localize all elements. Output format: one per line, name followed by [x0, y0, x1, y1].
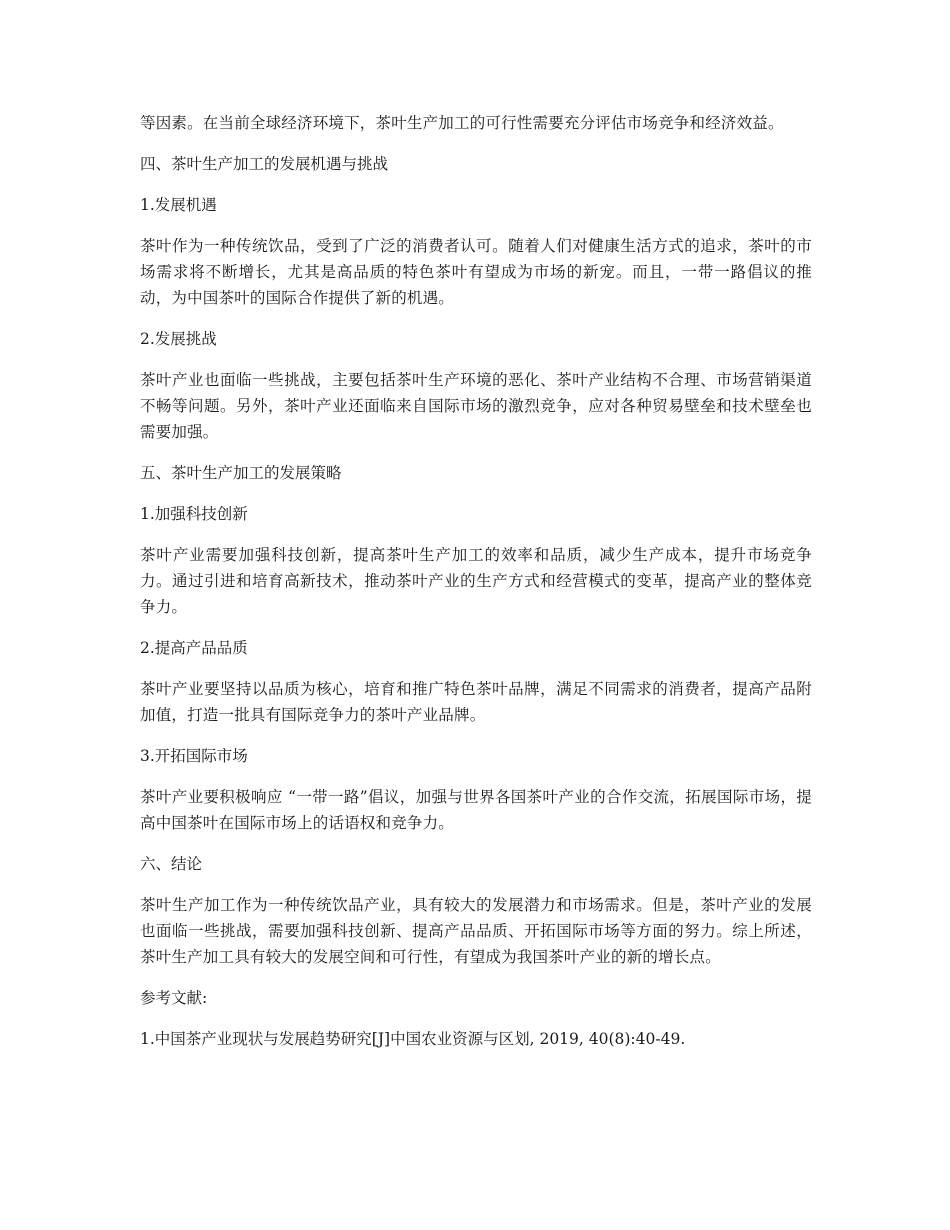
- reference-item: 1.中国茶产业现状与发展趋势研究[J]中国农业资源与区划, 2019, 40(8):40-49.: [140, 1030, 686, 1048]
- paragraph-international-market: 茶叶产业要积极响应 “一带一路”倡议，加强与世界各国茶叶产业的合作交流，拓展国际市场，提高中国茶叶在国际市场上的话语权和竞争力。: [140, 788, 812, 832]
- paragraph-feasibility-end: 等因素。在当前全球经济环境下，茶叶生产加工的可行性需要充分评估市场竞争和经济效益。: [140, 114, 784, 132]
- subheading-challenges: 2.发展挑战: [140, 330, 217, 348]
- subheading-international-market: 3.开拓国际市场: [140, 747, 248, 765]
- subheading-opportunities: 1.发展机遇: [140, 196, 217, 214]
- subheading-quality: 2.提高产品品质: [140, 639, 248, 657]
- paragraph-innovation: 茶叶产业需要加强科技创新，提高茶叶生产加工的效率和品质，减少生产成本，提升市场竞争力。通过引进和培育高新技术，推动茶叶产业的生产方式和经营模式的变革，提高产业的整体竞争力。: [140, 546, 812, 616]
- references-heading: 参考文献:: [140, 989, 208, 1007]
- paragraph-challenges: 茶叶产业也面临一些挑战，主要包括茶叶生产环境的恶化、茶叶产业结构不合理、市场营销渠道不畅等问题。另外，茶叶产业还面临来自国际市场的激烈竞争，应对各种贸易壁垒和技术壁垒也需要加强。: [140, 371, 812, 441]
- document-body: [140, 110, 812, 1052]
- paragraph-conclusion: 茶叶生产加工作为一种传统饮品产业，具有较大的发展潜力和市场需求。但是，茶叶产业的发展也面临一些挑战，需要加强科技创新、提高产品品质、开拓国际市场等方面的努力。综上所述，茶叶生产加工具有较大的发展空间和可行性，有望成为我国茶叶产业的新的增长点。: [140, 896, 812, 966]
- paragraph-quality: 茶叶产业要坚持以品质为核心，培育和推广特色茶叶品牌，满足不同需求的消费者，提高产品附加值，打造一批具有国际竞争力的茶叶产业品牌。: [140, 680, 812, 724]
- paragraph-opportunities: 茶叶作为一种传统饮品，受到了广泛的消费者认可。随着人们对健康生活方式的追求，茶叶的市场需求将不断增长，尤其是高品质的特色茶叶有望成为市场的新宠。而且，一带一路倡议的推动，为中国茶叶的国际合作提供了新的机遇。: [140, 237, 812, 307]
- subheading-innovation: 1.加强科技创新: [140, 505, 248, 523]
- section-heading-strategies: 五、茶叶生产加工的发展策略: [140, 464, 342, 482]
- section-heading-conclusion: 六、结论: [140, 855, 203, 873]
- section-heading-opportunities-challenges: 四、茶叶生产加工的发展机遇与挑战: [140, 155, 389, 173]
